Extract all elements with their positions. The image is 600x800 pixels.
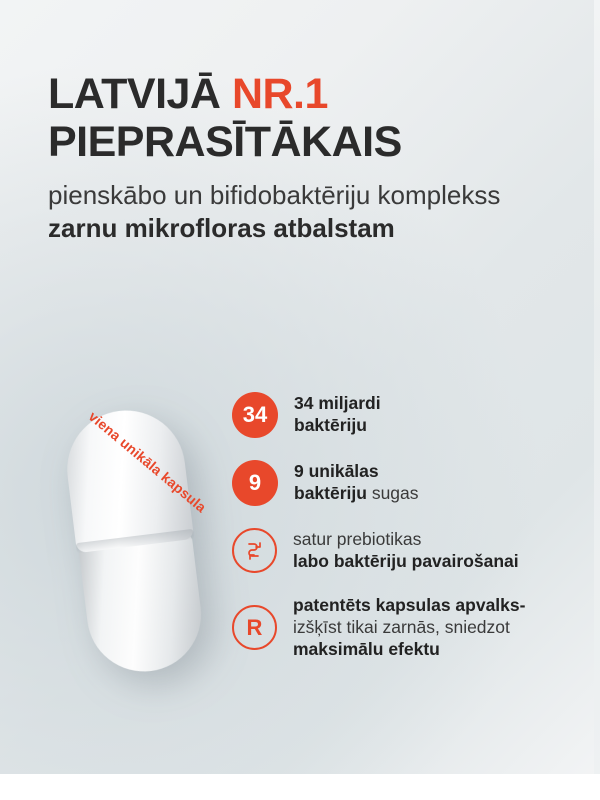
feature-0-line2: baktēriju — [294, 415, 367, 435]
headline-line-1 — [48, 72, 548, 118]
badge-34: 34 — [232, 392, 278, 438]
subtitle-bold-text: zarnu mikrofloras atbalstam — [48, 213, 395, 244]
feature-3-line3: maksimālu efektu — [293, 638, 440, 659]
capsule-body — [78, 533, 207, 678]
right-edge-strip — [594, 0, 600, 800]
headline-subtitle — [48, 179, 518, 246]
feature-list — [232, 392, 572, 683]
feature-item-prebiotics — [232, 528, 572, 573]
badge-9: 9 — [232, 460, 278, 506]
feature-2-line2: labo baktēriju pavairošanai — [293, 550, 519, 571]
feature-text-patented-shell — [293, 595, 525, 661]
feature-1-line1: 9 unikālas — [294, 461, 379, 482]
intestine-icon — [232, 528, 277, 573]
feature-item-strain-count — [232, 460, 572, 506]
registered-trademark-icon: R — [232, 605, 277, 650]
feature-1-line2-regular: sugas — [366, 483, 419, 503]
headline-block — [48, 72, 548, 246]
feature-0-line1: 34 miljardi — [294, 393, 381, 414]
capsule-illustration — [58, 400, 248, 700]
headline-main-text: LATVIJĀ — [48, 70, 221, 118]
feature-item-patented-shell — [232, 595, 572, 661]
feature-text-bacteria-count — [294, 393, 381, 437]
feature-3-line1: patentēts kapsulas apvalks- — [293, 595, 526, 615]
feature-2-line1: satur prebiotikas — [293, 528, 422, 549]
feature-3-line2: izšķīst tikai zarnās, sniedzot — [293, 616, 510, 637]
feature-item-bacteria-count — [232, 392, 572, 438]
headline-accent-text: NR.1 — [231, 70, 328, 118]
feature-1-line2-bold: baktēriju — [294, 483, 367, 503]
subtitle-regular-text: pienskābo un bifidobaktēriju komplekss — [48, 180, 501, 211]
headline-line-2: PIEPRASĪTĀKAIS — [48, 117, 402, 166]
feature-text-strain-count — [294, 461, 419, 505]
capsule-label: viena unikāla kapsula — [85, 408, 210, 516]
feature-text-prebiotics — [293, 529, 519, 573]
